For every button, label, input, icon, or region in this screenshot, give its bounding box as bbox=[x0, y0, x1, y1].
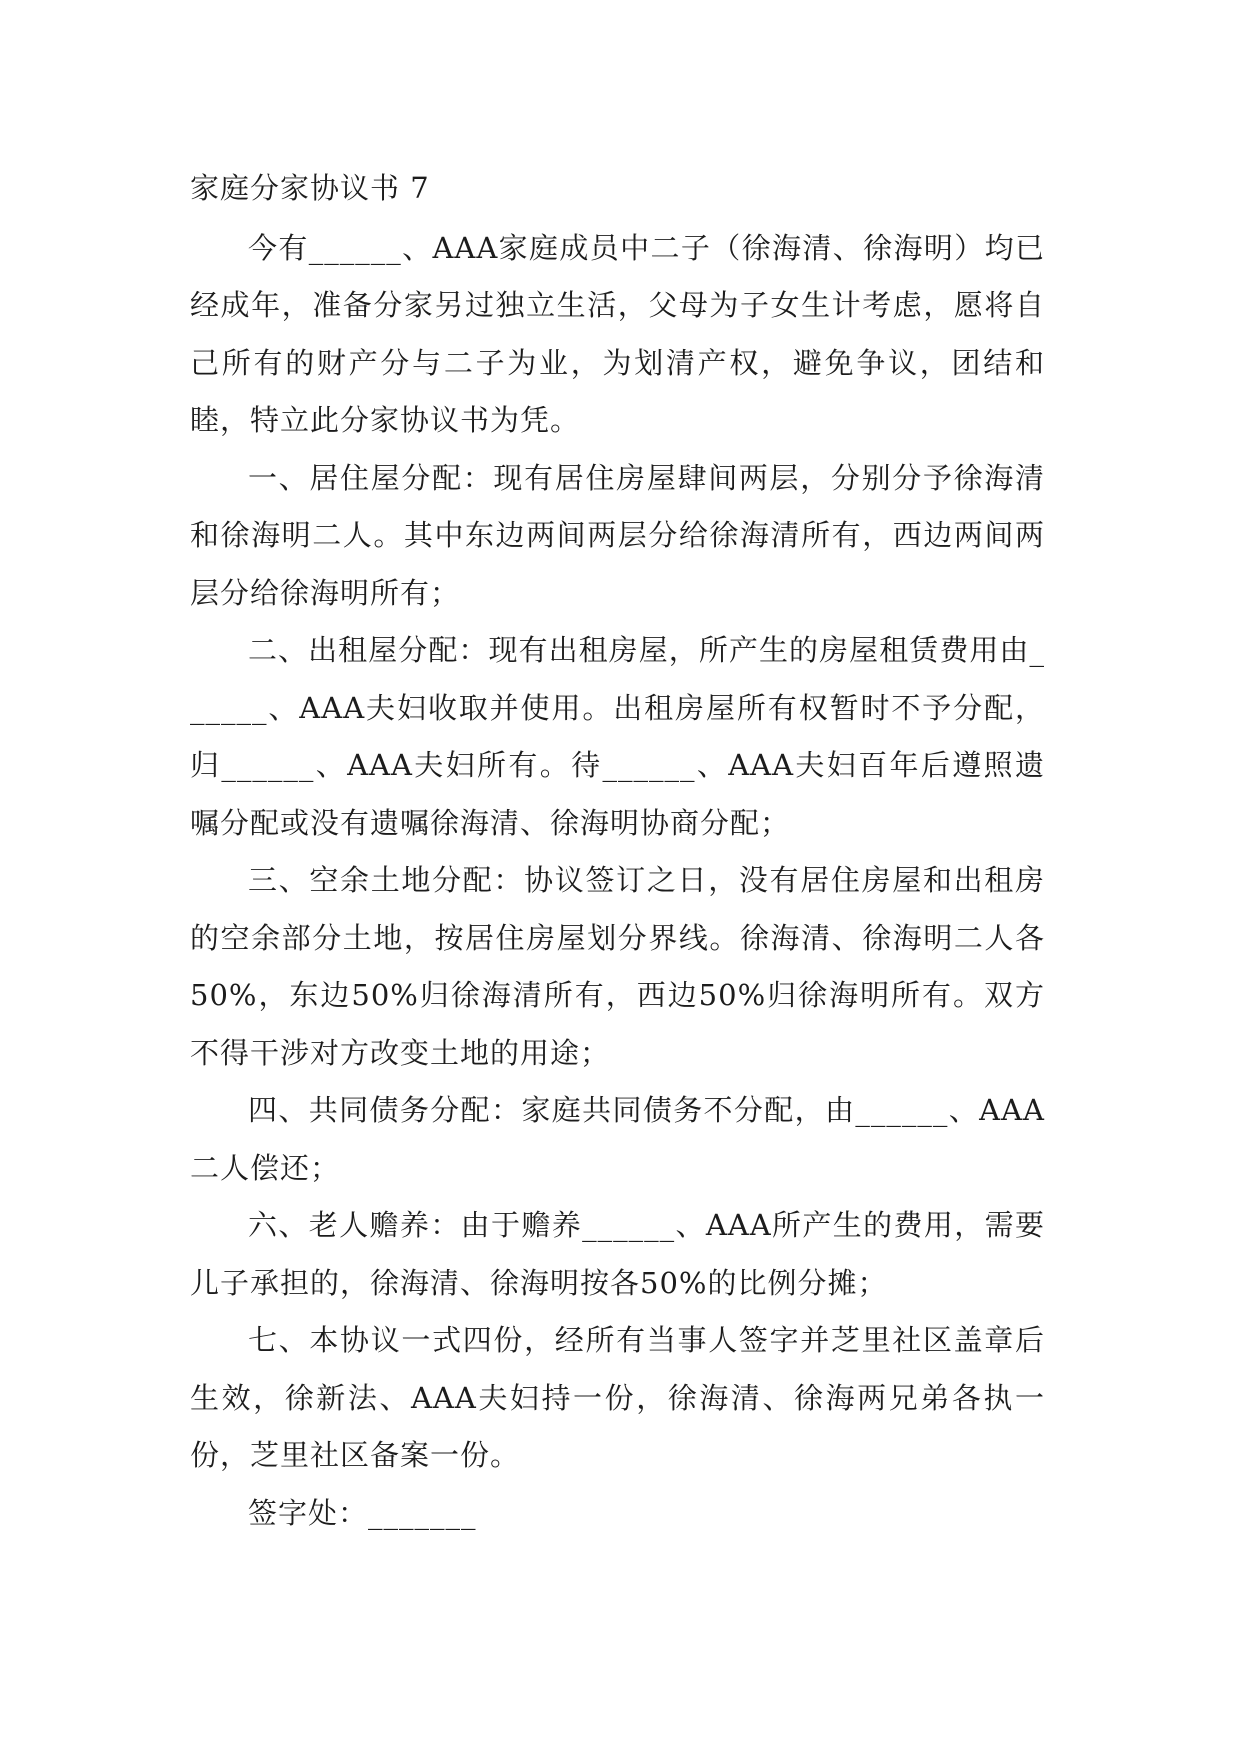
clause-residence: 一、居住屋分配：现有居住房屋肆间两层，分别分予徐海清和徐海明二人。其中东边两间两层分给徐海清所有，西边两间两层分给徐海明所有； bbox=[190, 460, 1045, 610]
clause-copies: 七、本协议一式四份，经所有当事人签字并芝里社区盖章后生效，徐新法、AAA夫妇持一份，徐海清、徐海两兄弟各执一份，芝里社区备案一份。 bbox=[190, 1323, 1045, 1472]
clause-rental: 二、出租屋分配：现有出租房屋，所产生的房屋租赁费用由______、AAA夫妇收取并使用。出租房屋所有权暂时不予分配，归______、AAA夫妇所有。待______、AAA夫妇百年后遵照遗嘱分配或没有遗嘱徐海清、徐海明协商分配； bbox=[190, 633, 1045, 840]
clause-elder-care: 六、老人赡养：由于赡养______、AAA所产生的费用，需要儿子承担的，徐海清、徐海明按各50%的比例分摊； bbox=[190, 1208, 1045, 1300]
clause-debt: 四、共同债务分配：家庭共同债务不分配，由______、AAA二人偿还； bbox=[190, 1093, 1045, 1185]
document-body bbox=[190, 160, 1045, 1542]
clause-land: 三、空余土地分配：协议签订之日，没有居住房屋和出租房的空余部分土地，按居住房屋划分界线。徐海清、徐海明二人各50%，东边50%归徐海清所有，西边50%归徐海明所有。双方不得干涉对方改变土地的用途； bbox=[190, 863, 1045, 1070]
intro-paragraph: 今有______、AAA家庭成员中二子（徐海清、徐海明）均已经成年，准备分家另过独立生活，父母为子女生计考虑，愿将自己所有的财产分与二子为业，为划清产权，避免争议，团结和睦，特立此分家协议书为凭。 bbox=[190, 230, 1045, 437]
signature-line: 签字处：_______ bbox=[248, 1495, 477, 1530]
document-title: 家庭分家协议书 7 bbox=[190, 171, 430, 205]
